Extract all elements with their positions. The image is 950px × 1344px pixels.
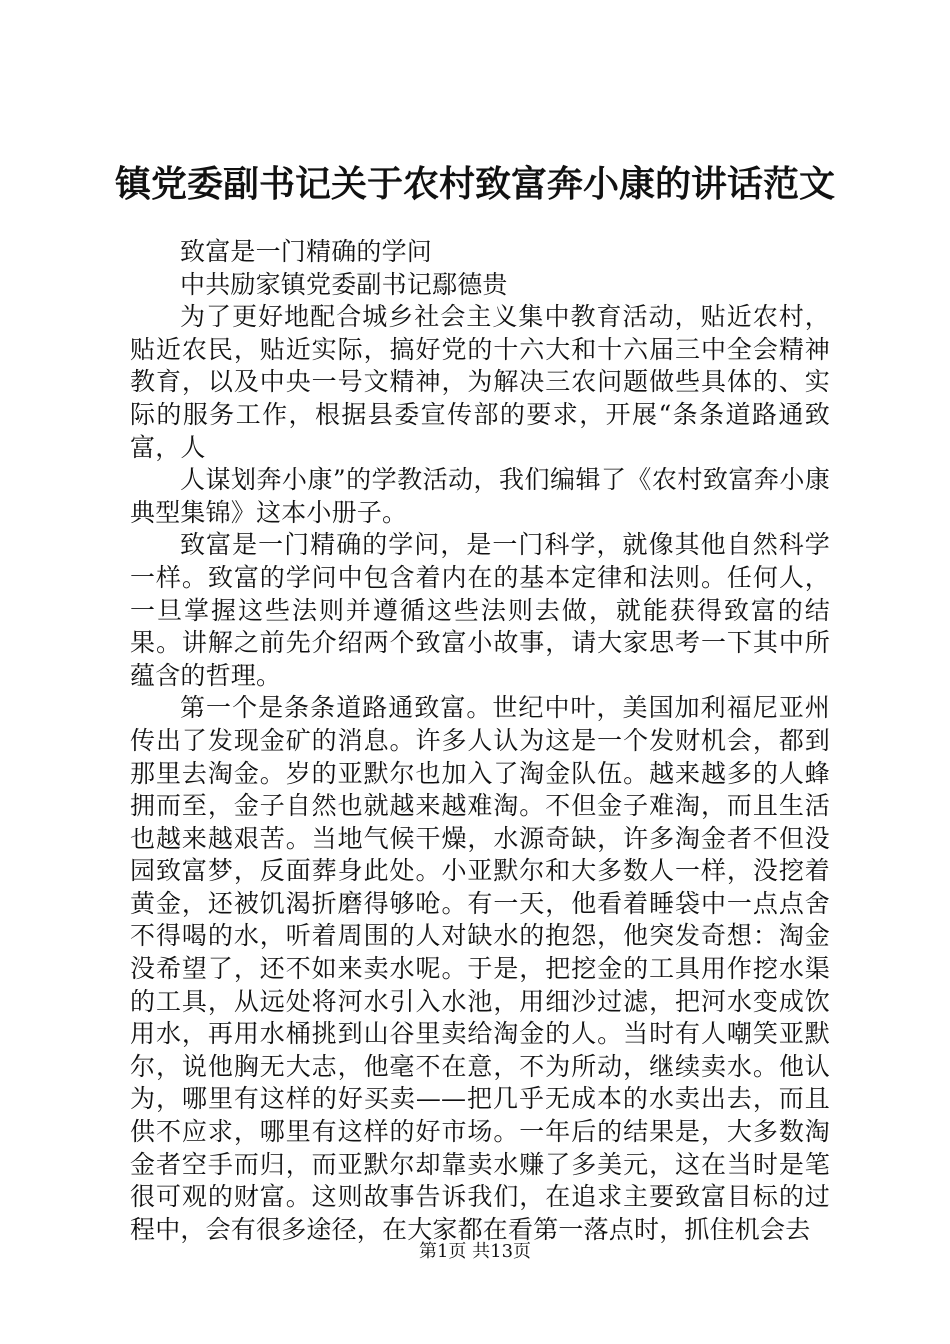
document-title: 镇党委副书记关于农村致富奔小康的讲话范文 (114, 163, 835, 205)
document-body (130, 236, 830, 1246)
author-paragraph: 中共励家镇党委副书记鄢德贵 (180, 269, 508, 299)
story-paragraph: 第一个是条条道路通致富。世纪中叶，美国加利福尼亚州传出了发现金矿的消息。许多人认为这是一个发财机会，都到那里去淘金。岁的亚默尔也加入了淘金队伍。越来越多的人蜂拥而至，金子自然也就越来越难淘。不但金子难淘，而且生活也越来越艰苦。当地气候干燥，水源奇缺，许多淘金者不但没园致富梦，反面葬身此处。小亚默尔和大多数人一样，没挖着黄金，还被饥渴折磨得够呛。有一天，他看着睡袋中一点点舍不得喝的水，听着周围的人对缺水的抱怨，他突发奇想：淘金没希望了，还不如来卖水呢。于是，把挖金的工具用作挖水渠的工具，从远处将河水引入水池，用细沙过滤，把河水变成饮用水，再用水桶挑到山谷里卖给淘金的人。当时有人嘲笑亚默尔，说他胸无大志，他毫不在意，不为所动，继续卖水。他认为，哪里有这样的好买卖——把几乎无成本的水卖出去，而且供不应求，哪里有这样的好市场。一年后的结果是，大多数淘金者空手而归，而亚默尔却靠卖水赚了多美元，这在当时是笔很可观的财富。这则故事告诉我们，在追求主要致富目标的过程中，会有很多途径，在大家都在看第一落点时，抓住机会去 (130, 693, 830, 1244)
thesis-paragraph: 致富是一门精确的学问，是一门科学，就像其他自然科学一样。致富的学问中包含着内在的基本定律和法则。任何人，一旦掌握这些法则并遵循这些法则去做，就能获得致富的结果。讲解之前先介绍两个致富小故事，请大家思考一下其中所蕴含的哲理。 (130, 530, 830, 690)
subtitle-paragraph: 致富是一门精确的学问 (180, 237, 433, 266)
intro-paragraph: 为了更好地配合城乡社会主义集中教育活动，贴近农村，贴近农民，贴近实际，搞好党的十六大和十六届三中全会精神教育，以及中央一号文精神，为解决三农问题做些具体的、实际的服务工作，根据县委宣传部的要求，开展“条条道路通致富，人 (130, 302, 830, 462)
intro-continued-paragraph: 人谋划奔小康”的学教活动，我们编辑了《农村致富奔小康典型集锦》这本小册子。 (130, 465, 830, 527)
page-number-footer: 第1页 共13页 (418, 1241, 532, 1262)
